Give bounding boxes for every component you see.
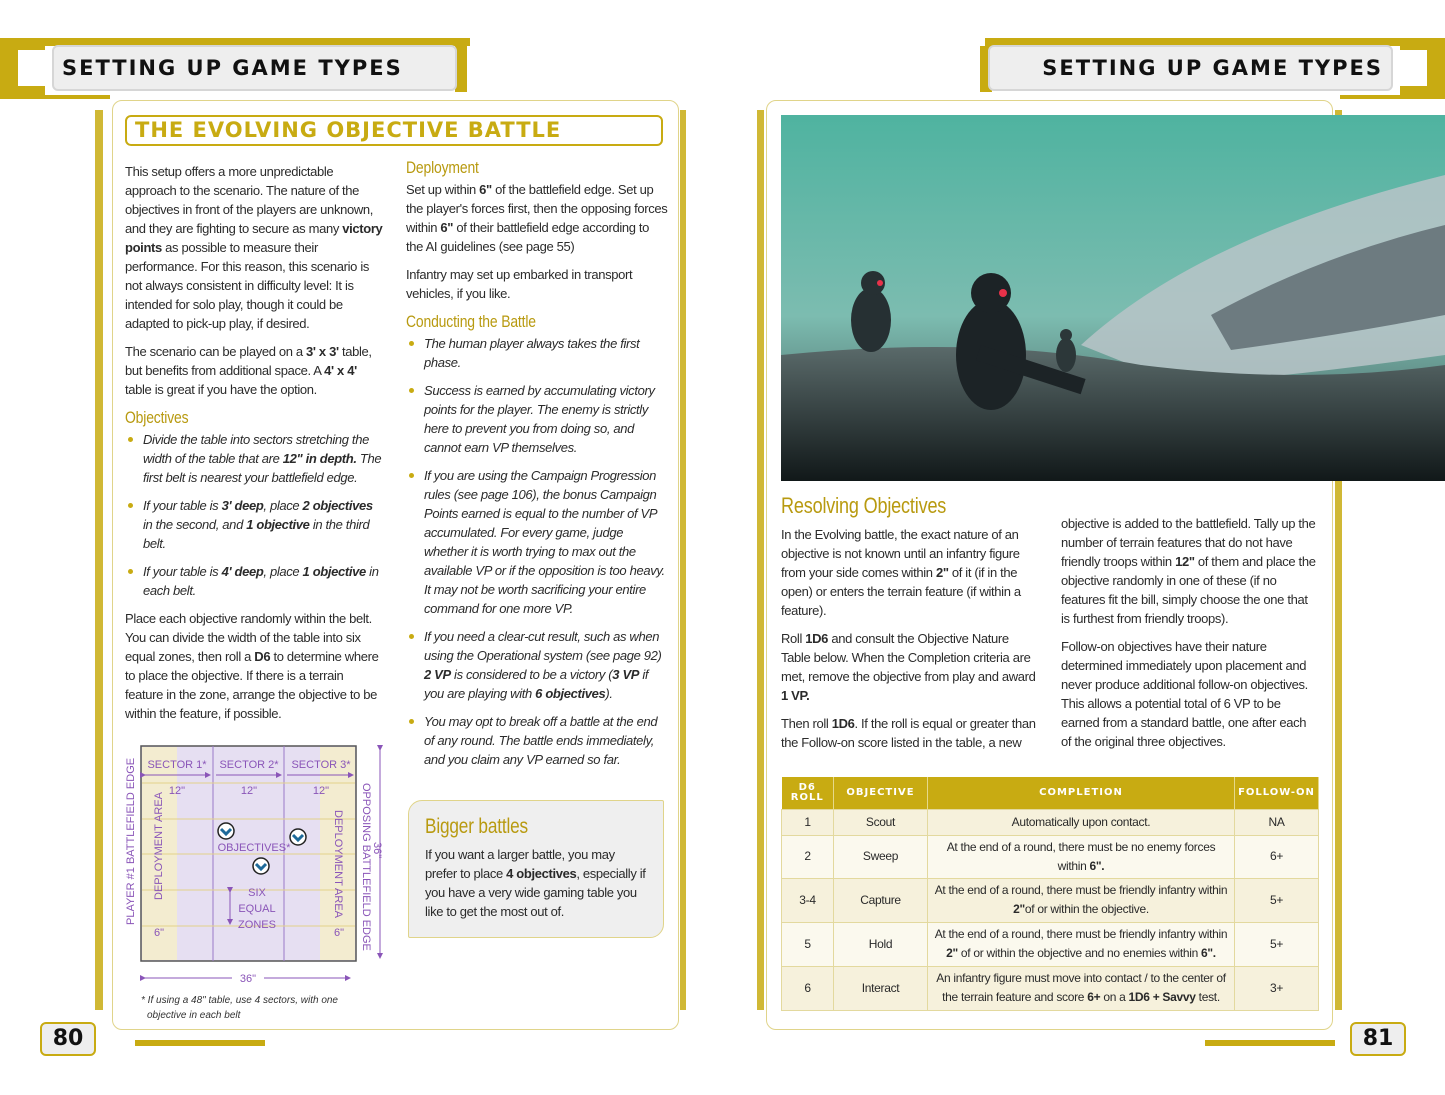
cell-completion [928, 922, 1235, 966]
frame-bar [95, 110, 103, 1010]
text: table, but benefits from additional space. A [125, 344, 372, 378]
text: Divide the table into sectors stretching the width of the table that are [143, 432, 369, 466]
cell-objective: Capture [834, 878, 928, 922]
text: In the Evolving battle, the exact nature of an objective is not known until an infantry figure from your side comes within [781, 527, 1020, 580]
cell-follow-on: 6+ [1235, 835, 1319, 878]
list-item [406, 381, 668, 457]
cell-follow-on: 5+ [1235, 922, 1319, 966]
bold-text: 2" [946, 946, 958, 960]
player-edge-label: PLAYER #1 BATTLEFIELD EDGE [125, 757, 137, 925]
right-column-2 [1061, 514, 1319, 760]
deployment-heading: Deployment [406, 158, 479, 177]
bold-text: 4' x 4' [324, 363, 357, 378]
bold-text: 2 objectives [302, 498, 373, 513]
bold-text: 6 objectives [535, 686, 606, 701]
text: in the third belt. [143, 517, 370, 551]
table-row [782, 809, 1319, 835]
text: as possible to measure their performance. For this reason, this scenario is not always consistent in difficulty level: It is intended for solo play, though it could be adapted to pick-up play, if desired. [125, 240, 370, 331]
deployment-paragraph [406, 180, 668, 256]
table-row [782, 835, 1319, 878]
header-follow-on: FOLLOW-ON [1235, 777, 1319, 809]
deployment-area-right: DEPLOYMENT AREA [332, 810, 344, 918]
page-number-left: 80 [40, 1022, 96, 1056]
resolving-heading: Resolving Objectives [781, 493, 947, 518]
bold-text: 6" [479, 182, 492, 197]
frame-bar [680, 110, 686, 1010]
text: Place each objective randomly within the belt. You can divide the width of the table into six equal zones, then roll a [125, 611, 372, 664]
paragraph [1061, 637, 1319, 751]
text: is considered to be a victory ( [450, 667, 613, 682]
text: , place [263, 564, 303, 579]
text: This setup offers a more unpredictable approach to the scenario. The nature of the objectives in front of the players are unknown, and they are fighting to secure as many [125, 164, 374, 236]
footnote-line-1: * If using a 48" table, use 4 sectors, with one [141, 995, 338, 1006]
text: You may opt to break off a battle at the end of any round. The battle ends immediately, and you claim any VP earned so far. [424, 714, 658, 767]
sector-3-depth: 12" [312, 785, 330, 797]
text: of it (if in the open) or enters the terrain feature (if within a feature). [781, 565, 1021, 618]
text: and consult the Objective Nature Table below. When the Completion criteria are met, remove the objective from play and award [781, 631, 1036, 684]
battle-artwork [781, 115, 1445, 481]
text: of their battlefield edge according to the AI guidelines (see page 55) [406, 220, 650, 254]
text: . If the roll is equal or greater than the Follow-on score listed in the table, a new [781, 716, 1036, 750]
text: Set up within [406, 182, 480, 197]
list-item [125, 496, 383, 553]
bold-text: 3' x 3' [306, 344, 339, 359]
table-size-paragraph [125, 342, 383, 399]
objective-marker-icon [253, 858, 269, 874]
battlefield-diagram [120, 740, 390, 1025]
table-row [782, 922, 1319, 966]
text: if you are playing with [424, 667, 649, 701]
bold-text: 6". [1201, 946, 1216, 960]
bold-text: 1 VP. [781, 688, 810, 703]
right-column-1 [781, 493, 1037, 761]
cell-roll: 3-4 [782, 878, 834, 922]
bold-text: victory points [125, 221, 383, 255]
text: table is great if you have the option. [125, 382, 317, 397]
sector-3-label: SECTOR 3* [291, 759, 351, 771]
frame-bar [757, 110, 764, 1010]
text: in each belt. [143, 564, 379, 598]
bold-text: 6" [440, 220, 454, 235]
cell-completion [928, 835, 1235, 878]
cell-follow-on: 3+ [1235, 966, 1319, 1010]
cell-follow-on: NA [1235, 809, 1319, 835]
text: The scenario can be played on a [125, 344, 307, 359]
page-number-right: 81 [1350, 1022, 1406, 1056]
list-item [406, 466, 668, 618]
bold-text: 1 objective [302, 564, 366, 579]
zones-label-1: SIX [248, 887, 266, 899]
text: of the battlefield edge. Set up the player's forces first, then the opposing forces within [406, 182, 668, 235]
deploy-depth-right: 6" [333, 927, 345, 939]
text: An infantry figure must move into contact / to the center of the terrain feature and score [936, 971, 1226, 1004]
cell-completion [928, 966, 1235, 1010]
text: , place [263, 498, 303, 513]
cell-objective: Scout [834, 809, 928, 835]
bold-text: 12" in depth. [282, 451, 357, 466]
text: At the end of a round, there must be friendly infantry within [934, 883, 1228, 897]
cell-completion [928, 809, 1235, 835]
list-item [406, 627, 668, 703]
objective-marker-icon [290, 829, 306, 845]
bold-text: 6+ [1087, 990, 1101, 1004]
bold-text: 2" [1013, 902, 1025, 916]
frame-bar [135, 1040, 265, 1046]
width-label: 36" [239, 973, 257, 985]
text: of them and place the objective randomly in one of these (if no features fit the bill, simply choose the one that is furthest from friendly troops). [1061, 554, 1316, 626]
text: At the end of a round, there must be friendly infantry within [934, 927, 1228, 941]
text: Infantry may set up embarked in transport vehicles, if you like. [406, 267, 633, 301]
bold-text: D6 [254, 649, 271, 664]
left-page-header: SETTING UP GAME TYPES [52, 45, 457, 91]
table-row [782, 878, 1319, 922]
text: If you want a larger battle, you may prefer to place [425, 847, 615, 881]
bold-text: 3 VP [612, 667, 640, 682]
paragraph [781, 629, 1037, 705]
bold-text: 1D6 [805, 631, 829, 646]
paragraph [781, 714, 1037, 752]
cell-roll: 2 [782, 835, 834, 878]
height-label: 36" [371, 842, 383, 859]
text: of or within the objective and no enemies within [957, 946, 1202, 960]
bold-text: 1 objective [246, 517, 310, 532]
text: At the end of a round, there must be no enemy forces within [946, 839, 1216, 873]
bold-text: 1D6 + Savvy [1128, 990, 1196, 1004]
cell-roll: 5 [782, 922, 834, 966]
text: If your table is [143, 564, 222, 579]
bold-text: 6". [1089, 858, 1105, 873]
sector-1-depth: 12" [168, 785, 186, 797]
text: on a [1100, 990, 1129, 1004]
left-column-1 [125, 162, 383, 732]
text: Success is earned by accumulating victory points for the player. The enemy is strictly here to prevent you from doing so, and cannot earn VP themselves. [424, 383, 655, 455]
intro-paragraph [125, 162, 383, 333]
text: ). [605, 686, 613, 701]
conducting-list [406, 334, 668, 769]
paragraph [781, 525, 1037, 620]
text: If you are using the Campaign Progression rules (see page 106), the bonus Campaign Points earned is equal to the number of VP accumulated. For every game, judge whether it is worth trying to max out the available VP or if the opposition is too heavy. It may not be worth sacrificing your entire command for one more VP. [424, 468, 665, 616]
frame-bar [1400, 38, 1445, 98]
text: , especially if you have a very wide gaming table you like to get the most out of. [425, 866, 646, 919]
frame-bar [1340, 95, 1445, 99]
bold-text: 3' deep [221, 498, 264, 513]
footnote-line-2: objective in each belt [147, 1010, 241, 1021]
table-header-row [782, 777, 1319, 809]
cell-roll: 6 [782, 966, 834, 1010]
list-item [406, 334, 668, 372]
sector-1-label: SECTOR 1* [147, 759, 207, 771]
zones-label-3: ZONES [238, 919, 276, 931]
text: to determine where to place the objective. If there is a terrain feature in the zone, arrange the objective to be within the feature, if possible. [125, 649, 379, 721]
bold-text: 2 VP [424, 667, 451, 682]
table-row [782, 966, 1319, 1010]
text: Automatically upon contact. [1011, 814, 1151, 829]
text: If you need a clear-cut result, such as when using the Operational system (see page 92) [424, 629, 662, 663]
objectives-heading: Objectives [125, 408, 189, 427]
objectives-label: OBJECTIVES* [217, 842, 291, 854]
cell-completion [928, 878, 1235, 922]
header-d6-roll: D6 ROLL [782, 777, 834, 809]
cell-objective: Sweep [834, 835, 928, 878]
zones-label-2: EQUAL [238, 903, 276, 915]
left-column-2 [406, 158, 668, 778]
bold-text: 2" [935, 565, 949, 580]
bold-text: 4' deep [221, 564, 264, 579]
bigger-battles-sidebar [408, 800, 664, 938]
cell-roll: 1 [782, 809, 834, 835]
text: objective is added to the battlefield. Tally up the number of terrain features that do not have friendly troops within [1061, 516, 1316, 569]
header-completion: COMPLETION [928, 777, 1235, 809]
bold-text: 12" [1175, 554, 1195, 569]
placement-paragraph [125, 609, 383, 723]
cell-objective: Interact [834, 966, 928, 1010]
objectives-list [125, 430, 383, 600]
objective-nature-table [781, 777, 1319, 1011]
bold-text: 4 objectives [506, 866, 577, 881]
frame-bar [1205, 1040, 1335, 1046]
right-page-header: SETTING UP GAME TYPES [988, 45, 1393, 91]
text: Roll [781, 631, 806, 646]
section-title-text: THE EVOLVING OBJECTIVE BATTLE [135, 118, 562, 142]
cell-objective: Hold [834, 922, 928, 966]
text: Follow-on objectives have their nature determined immediately upon placement and never produce additional follow-on objectives. This allows a potential total of 6 VP to be earned from a standard battle, one after each of the original three objectives. [1061, 639, 1308, 749]
list-item [125, 562, 383, 600]
text: test. [1195, 990, 1220, 1004]
text: The first belt is nearest your battlefield edge. [143, 451, 382, 485]
text: The human player always takes the first phase. [424, 336, 640, 370]
bold-text: 1D6 [831, 716, 855, 731]
frame-bar [0, 38, 45, 98]
deployment-area-left: DEPLOYMENT AREA [153, 792, 165, 900]
text: of or within the objective. [1024, 902, 1149, 916]
section-title [125, 115, 663, 146]
transport-paragraph [406, 265, 668, 303]
deploy-depth-left: 6" [153, 927, 165, 939]
sidebar-heading: Bigger battles [425, 815, 529, 838]
sector-2-label: SECTOR 2* [219, 759, 279, 771]
sector-2-depth: 12" [240, 785, 258, 797]
list-item [406, 712, 668, 769]
objective-marker-icon [218, 823, 234, 839]
header-objective: OBJECTIVE [834, 777, 928, 809]
opposing-edge-label: OPPOSING BATTLEFIELD EDGE [360, 783, 372, 951]
cell-follow-on: 5+ [1235, 878, 1319, 922]
sidebar-text [425, 845, 647, 921]
list-item [125, 430, 383, 487]
conducting-heading: Conducting the Battle [406, 312, 536, 331]
frame-bar [0, 95, 110, 99]
text: If your table is [143, 498, 222, 513]
paragraph [1061, 514, 1319, 628]
text: in the second, and [143, 517, 247, 532]
text: Then roll [781, 716, 832, 731]
